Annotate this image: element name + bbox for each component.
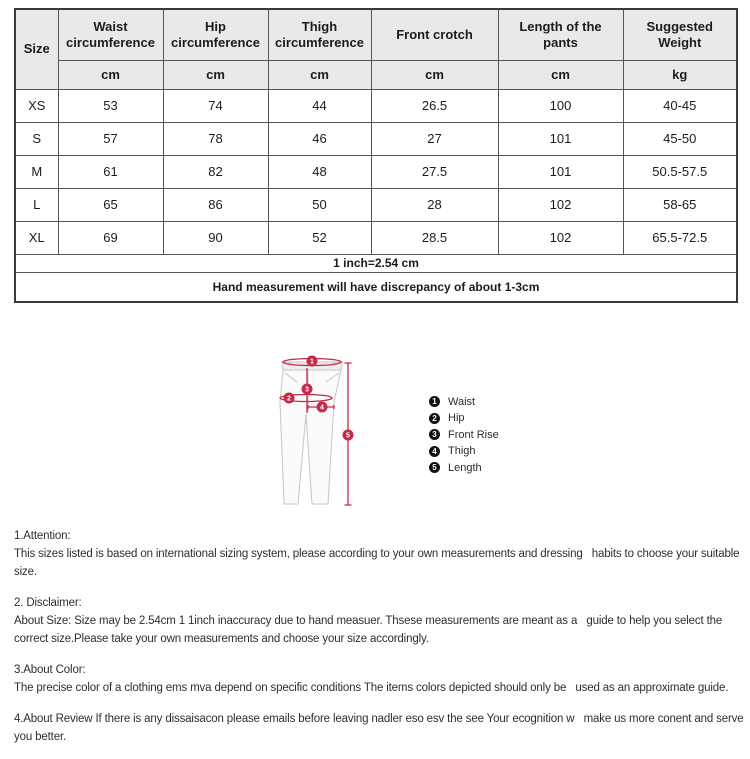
legend-item-front-rise (429, 429, 499, 440)
unit-cell: cm (268, 61, 371, 90)
unit-cell: cm (58, 61, 163, 90)
value-cell: 40-45 (623, 90, 737, 123)
size-label: M (15, 156, 58, 189)
table-note-row (15, 273, 737, 303)
value-cell: 102 (498, 222, 623, 255)
section-about-review (14, 710, 747, 746)
section-about-color (14, 661, 744, 697)
value-cell: 78 (163, 123, 268, 156)
section-title: 1.Attention: (14, 530, 71, 542)
size-label: XS (15, 90, 58, 123)
legend-number-badge: 4 (429, 446, 440, 457)
value-cell: 74 (163, 90, 268, 123)
legend-label: Length (448, 461, 482, 474)
column-header-size: Size (15, 9, 58, 90)
unit-cell: cm (163, 61, 268, 90)
table-row-xs (15, 90, 737, 123)
unit-cell: cm (371, 61, 498, 90)
value-cell: 48 (268, 156, 371, 189)
section-body: 4.About Review If there is any dissaisacon please emails before leaving nadler eso esv the see Your ecognition w make us more conent and serve you better. (14, 713, 747, 743)
column-header-front-crotch: Front crotch (371, 9, 498, 61)
value-cell: 28 (371, 189, 498, 222)
section-title: 2. Disclaimer: (14, 597, 82, 609)
value-cell: 52 (268, 222, 371, 255)
table-note-row (15, 255, 737, 273)
value-cell: 45-50 (623, 123, 737, 156)
table-row-m (15, 156, 737, 189)
value-cell: 26.5 (371, 90, 498, 123)
column-header-length: Length of the pants (498, 9, 623, 61)
size-label: L (15, 189, 58, 222)
marker-length-number: 5 (346, 432, 350, 440)
table-row-l (15, 189, 737, 222)
value-cell: 102 (498, 189, 623, 222)
size-label: XL (15, 222, 58, 255)
marker-hip-number: 2 (287, 395, 291, 403)
marker-waist-number: 1 (310, 358, 314, 366)
pants-diagram-icon (260, 340, 360, 510)
value-cell: 61 (58, 156, 163, 189)
unit-cell: kg (623, 61, 737, 90)
measurement-diagram (0, 340, 750, 515)
section-attention (14, 527, 744, 581)
table-units-row (15, 61, 737, 90)
table-header-row (15, 9, 737, 61)
legend-item-thigh (429, 446, 499, 457)
value-cell: 28.5 (371, 222, 498, 255)
value-cell: 90 (163, 222, 268, 255)
value-cell: 58-65 (623, 189, 737, 222)
size-label: S (15, 123, 58, 156)
legend-number-badge: 2 (429, 413, 440, 424)
marker-front-rise-number: 3 (305, 386, 309, 394)
legend-label: Waist (448, 395, 476, 408)
value-cell: 65 (58, 189, 163, 222)
value-cell: 101 (498, 123, 623, 156)
section-body: About Size: Size may be 2.54cm 1 1inch inaccuracy due to hand measuer. Thsese measurements are meant as a guide to help you select the correct size.Please take your own measurements and choose your size accordingly. (14, 615, 726, 645)
section-title: 3.About Color: (14, 664, 86, 676)
legend-label: Front Rise (448, 428, 499, 441)
section-body: This sizes listed is based on international sizing system, please according to your own measurements and dressing habits to choose your suitable size. (14, 548, 743, 578)
hand-measurement-note: Hand measurement will have discrepancy of about 1-3cm (15, 273, 737, 303)
value-cell: 46 (268, 123, 371, 156)
measurement-legend (429, 396, 499, 479)
value-cell: 44 (268, 90, 371, 123)
value-cell: 57 (58, 123, 163, 156)
column-header-thigh: Thigh circumference (268, 9, 371, 61)
info-sections (14, 527, 747, 759)
value-cell: 86 (163, 189, 268, 222)
legend-number-badge: 1 (429, 396, 440, 407)
section-disclaimer (14, 594, 744, 648)
value-cell: 69 (58, 222, 163, 255)
legend-number-badge: 5 (429, 462, 440, 473)
pants-outline (280, 362, 343, 504)
inch-conversion-note: 1 inch=2.54 cm (15, 255, 737, 273)
section-body: The precise color of a clothing ems mva depend on specific conditions The items colors depicted should only be used as an approximate guide. (14, 682, 729, 694)
column-header-weight: Suggested Weight (623, 9, 737, 61)
unit-cell: cm (498, 61, 623, 90)
value-cell: 101 (498, 156, 623, 189)
legend-item-waist (429, 396, 499, 407)
table-row-s (15, 123, 737, 156)
legend-label: Hip (448, 412, 465, 424)
legend-label: Thigh (448, 445, 476, 457)
value-cell: 100 (498, 90, 623, 123)
legend-item-hip (429, 413, 499, 424)
column-header-waist: Waist circumference (58, 9, 163, 61)
value-cell: 50.5-57.5 (623, 156, 737, 189)
value-cell: 53 (58, 90, 163, 123)
legend-item-length (429, 462, 499, 473)
size-chart-table (14, 8, 738, 303)
value-cell: 27.5 (371, 156, 498, 189)
table-row-xl (15, 222, 737, 255)
legend-number-badge: 3 (429, 429, 440, 440)
value-cell: 50 (268, 189, 371, 222)
marker-thigh-number: 4 (320, 404, 324, 412)
column-header-hip: Hip circumference (163, 9, 268, 61)
value-cell: 65.5-72.5 (623, 222, 737, 255)
value-cell: 82 (163, 156, 268, 189)
value-cell: 27 (371, 123, 498, 156)
